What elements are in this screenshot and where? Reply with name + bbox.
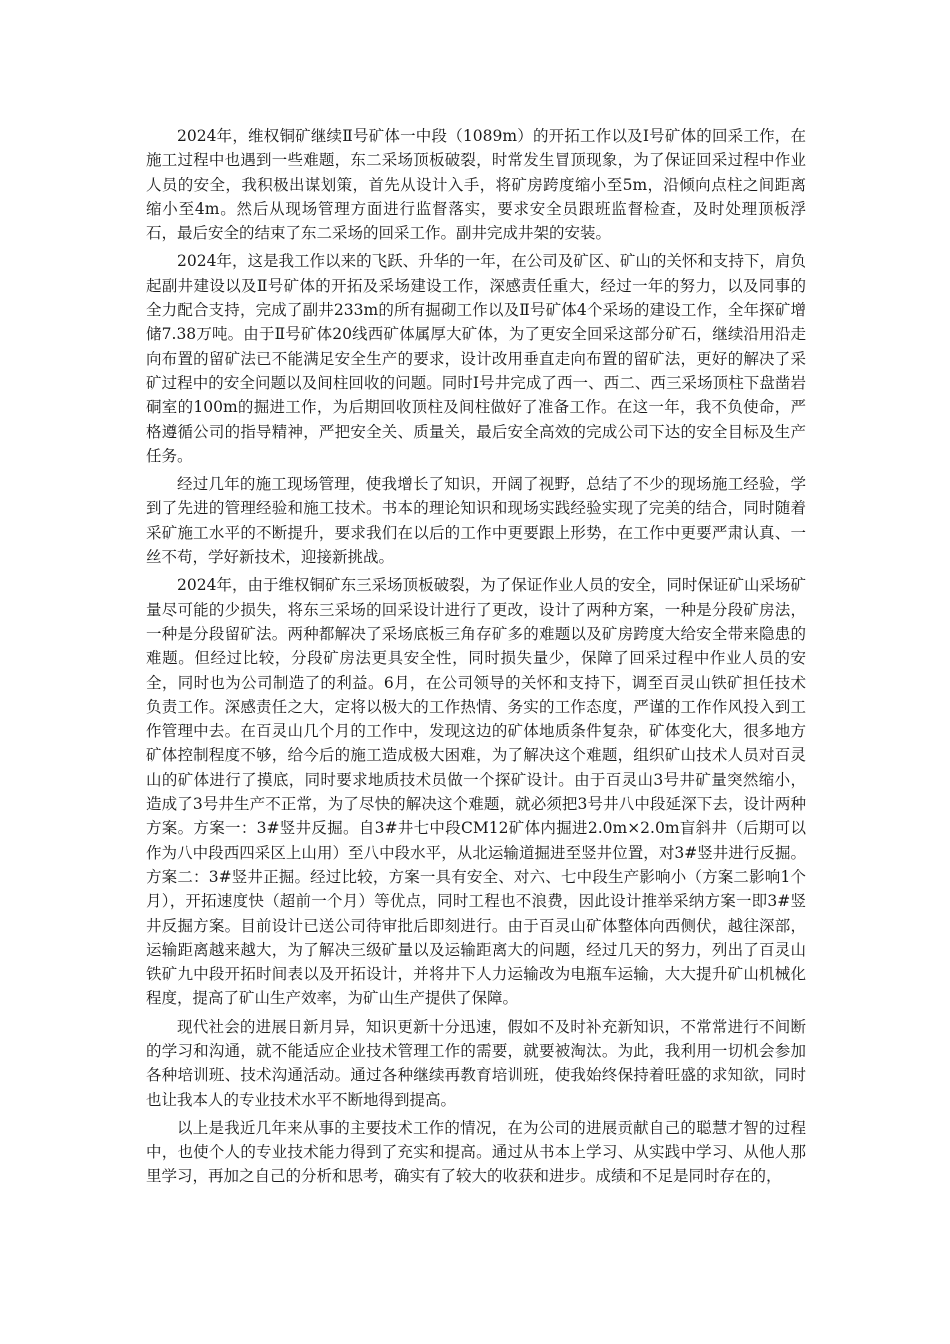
paragraph-2024-east-two-stope: 2024年，维权铜矿继续Ⅱ号矿体一中段（1089m）的开拓工作以及Ⅰ号矿体的回采工作，在施工过程中也遇到一些难题，东二采场顶板破裂，时常发生冒顶现象，为了保证回采过程中作业人员的安全，我积极出谋划策，首先从设计入手，将矿房跨度缩小至5m，沿倾向点柱之间距离缩小至4m。然后从现场管理方面进行监督落实，要求安全员跟班监督检查，及时处理顶板浮石，最后安全的结束了东二采场的回采工作。副井完成井架的安装。 xyxy=(146,127,806,243)
paragraph-2024-auxiliary-shaft: 2024年，这是我工作以来的飞跃、升华的一年，在公司及矿区、矿山的关怀和支持下，肩负起副井建设以及Ⅱ号矿体的开拓及采场建设工作，深感责任重大，经过一年的努力，以及同事的全力配合支持，完成了副井233m的所有掘砌工作以及Ⅱ号矿体4个采场的建设工作，全年探矿增储7.38万吨。由于Ⅱ号矿体20线西矿体属厚大矿体，为了更安全回采这部分矿石，继续沿用沿走向布置的留矿法已不能满足安全生产的要求，设计改用垂直走向布置的留矿法，更好的解决了采矿过程中的安全问题以及间柱回收的问题。同时Ⅰ号井完成了西一、西二、西三采场顶柱下盘凿岩硐室的100m的掘进工作，为后期回收顶柱及间柱做好了准备工作。在这一年，我不负使命，严格遵循公司的指导精神，严把安全关、质量关，最后安全高效的完成公司下达的安全目标及生产任务。 xyxy=(146,252,806,465)
paragraph-continuing-education: 现代社会的进展日新月异，知识更新十分迅速，假如不及时补充新知识，不常常进行不间断的学习和沟通，就不能适应企业技术管理工作的需要，就要被淘汰。为此，我利用一切机会参加各种培训班、技术沟通活动。通过各种继续再教育培训班，使我始终保持着旺盛的求知欲，同时也让我本人的专业技术水平不断地得到提高。 xyxy=(146,1017,806,1109)
paragraph-site-management-experience: 经过几年的施工现场管理，使我增长了知识，开阔了视野，总结了不少的现场施工经验，学到了先进的管理经验和施工技术。书本的理论知识和现场实践经验实现了完美的结合，同时随着采矿施工水平的不断提升，要求我们在以后的工作中更要跟上形势，在工作中更要严肃认真、一丝不苟，学好新技术，迎接新挑战。 xyxy=(146,475,806,567)
document-body xyxy=(146,124,806,1189)
paragraph-2024-bailingshan: 2024年，由于维权铜矿东三采场顶板破裂，为了保证作业人员的安全，同时保证矿山采场矿量尽可能的少损失，将东三采场的回采设计进行了更改，设计了两种方案，一种是分段矿房法，一种是分段留矿法。两种都解决了采场底板三角存矿多的难题以及矿房跨度大给安全带来隐患的难题。但经过比较，分段矿房法更具安全性，同时损失量少，保障了回采过程中作业人员的安全，同时也为公司制造了的利益。6月，在公司领导的关怀和支持下，调至百灵山铁矿担任技术负责工作。深感责任之大，定将以极大的工作热情、务实的工作态度，严谨的工作作风投入到工作管理中去。在百灵山几个月的工作中，发现这边的矿体地质条件复杂，矿体变化大，很多地方矿体控制程度不够，给今后的施工造成极大困难，为了解决这个难题，组织矿山技术人员对百灵山的矿体进行了摸底，同时要求地质技术员做一个探矿设计。由于百灵山3号井矿量突然缩小，造成了3号井生产不正常，为了尽快的解决这个难题，就必须把3号井八中段延深下去，设计两种方案。方案一：3#竖井反掘。自3#井七中段CM12矿体内掘进2.0m×2.0m盲斜井（后期可以作为八中段西四采区上山用）至八中段水平，从北运输道掘进至竖井位置，对3#竖井进行反掘。方案二：3#竖井正掘。经过比较，方案一具有安全、对六、七中段生产影响小（方案二影响1个月），开拓速度快（超前一个月）等优点，同时工程也不浪费，因此设计推举采纳方案一即3#竖井反掘方案。目前设计已送公司待审批后即刻进行。由于百灵山矿体整体向西侧伏，越往深部，运输距离越来越大，为了解决三级矿量以及运输距离大的问题，经过几天的努力，列出了百灵山铁矿九中段开拓时间表以及开拓设计，并将井下人力运输改为电瓶车运输，大大提升矿山机械化程度，提高了矿山生产效率，为矿山生产提供了保障。 xyxy=(146,576,806,1008)
paragraph-summary: 以上是我近几年来从事的主要技术工作的情况，在为公司的进展贡献自己的聪慧才智的过程中，也使个人的专业技术能力得到了充实和提高。通过从书本上学习、从实践中学习、从他人那里学习，再加之自己的分析和思考，确实有了较大的收获和进步。成绩和不足是同时存在的， xyxy=(146,1118,806,1186)
